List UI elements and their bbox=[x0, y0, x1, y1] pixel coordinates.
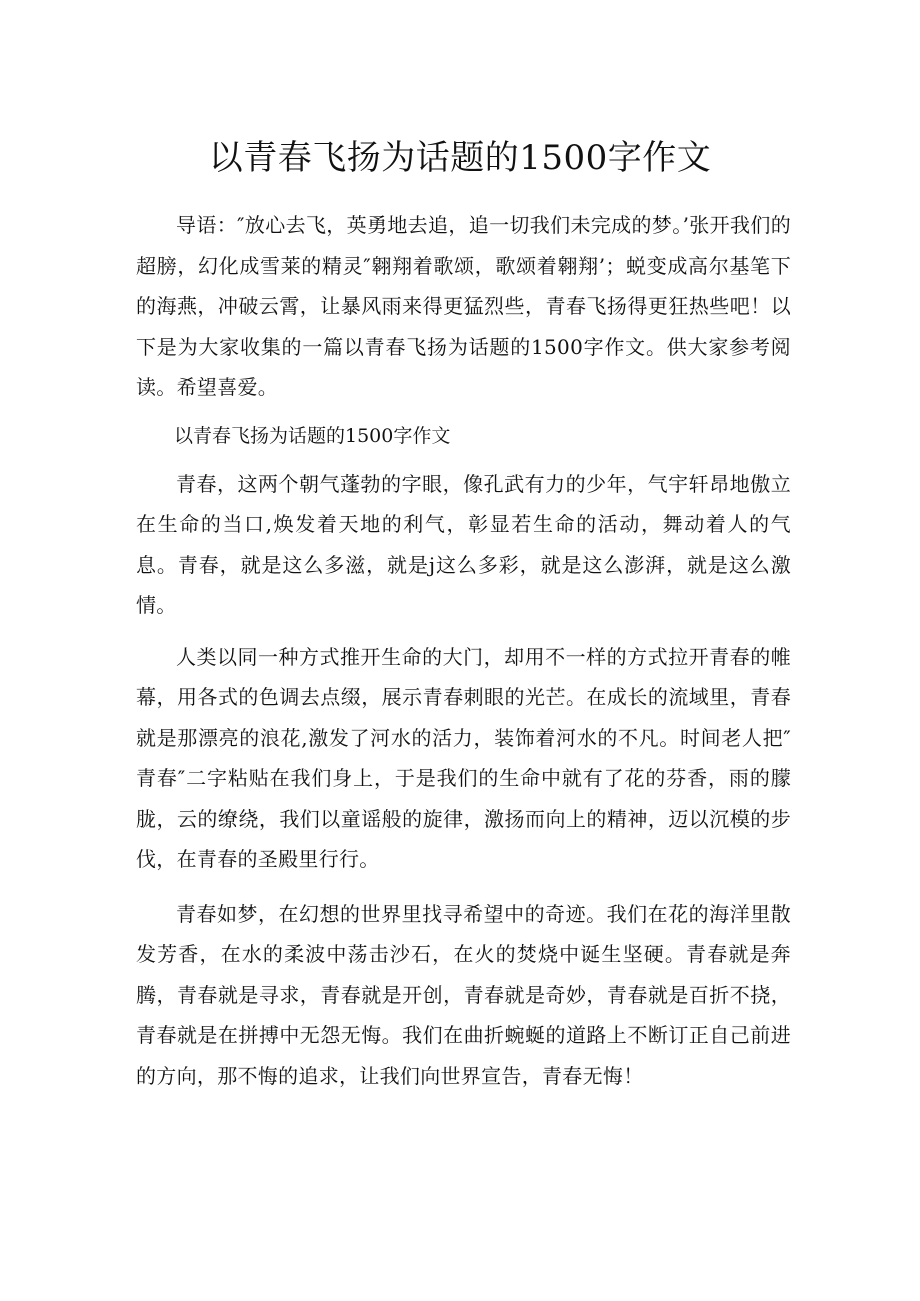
intro-paragraph: 导语：″放心去飞，英勇地去追，追一切我们未完成的梦。’张开我们的超膀，幻化成雪莱的精灵″翱翔着歌颂，歌颂着翱翔’；蜕变成高尔基笔下的海燕，冲破云霄，让暴风雨来得更猛烈些，青春飞扬得更狂热些吧！以下是为大家收集的一篇以青春飞扬为话题的1500字作文。供大家参考阅读。希望喜爱。 bbox=[136, 213, 791, 399]
document-title: 以青春飞扬为话题的1500字作文 bbox=[208, 138, 712, 178]
body-paragraph-2: 人类以同一种方式推开生命的大门，却用不一样的方式拉开青春的帷幕，用各式的色调去点缀，展示青春刺眼的光芒。在成长的流域里，青春就是那漂亮的浪花,激发了河水的活力，装饰着河水的不凡。时间老人把″青春″二字粘贴在我们身上，于是我们的生命中就有了花的芬香，雨的朦胧，云的缭绕，我们以童谣般的旋律，激扬而向上的精神，迈以沉模的步伐，在青春的圣殿里行行。 bbox=[136, 644, 791, 871]
body-paragraph-1: 青春，这两个朝气蓬勃的字眼，像孔武有力的少年，气宇轩昂地傲立在生命的当口,焕发着天地的利气，彰显若生命的活动，舞动着人的气息。青春，就是这么多滋，就是j这么多彩，就是这么澎湃，就是这么激情。 bbox=[136, 471, 791, 617]
essay-subheading: 以青春飞扬为话题的1500字作文 bbox=[174, 424, 451, 447]
document-body bbox=[136, 205, 791, 1096]
body-paragraph-3: 青春如梦，在幻想的世界里找寻希望中的奇迹。我们在花的海洋里散发芳香，在水的柔波中荡击沙石，在火的焚烧中诞生坚硬。青春就是奔腾，青春就是寻求，青春就是开创，青春就是奇妙，青春就是百折不挠，青春就是在拼搏中无怨无悔。我们在曲折蜿蜒的道路上不断订正自己前进的方向，那不悔的追求，让我们向世界宣告，青春无悔！ bbox=[136, 901, 791, 1088]
